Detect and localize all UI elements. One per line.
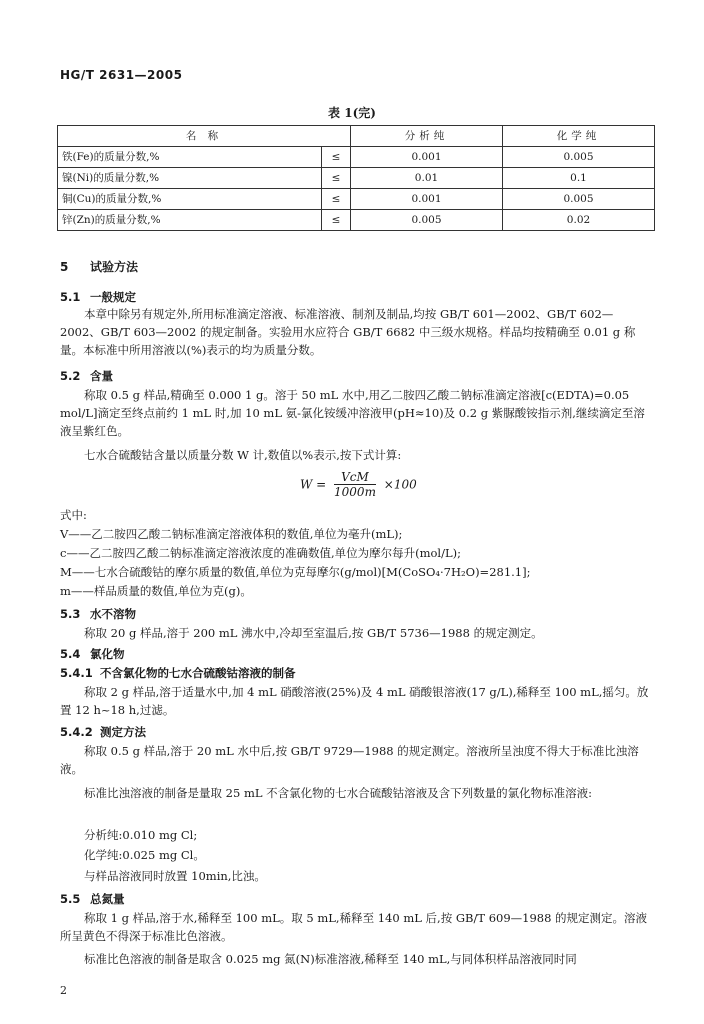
section-number: 5.3: [60, 607, 81, 621]
formula-where: 式中:: [60, 508, 87, 522]
var-mass: m——样品质量的数值,单位为克(g)。: [60, 584, 252, 598]
table-row: [58, 210, 655, 231]
section-5-4-2-note: 与样品溶液同时放置 10min,比浊。: [84, 869, 266, 883]
section-number: 5.4.2: [60, 725, 93, 739]
section-5-heading: [60, 258, 138, 277]
row-name: 铜(Cu)的质量分数,%: [58, 189, 322, 210]
section-5-4-1-heading: [60, 665, 296, 683]
formula-numerator: VcM: [334, 470, 376, 485]
spec-table: [57, 125, 655, 231]
section-5-4-1-text: 称取 2 g 样品,溶于适量水中,加 4 mL 硝酸溶液(25%)及 4 mL 硝酸银溶液(17 g/L),稀释至 100 mL,摇匀。放置 12 h~18 h,过滤。: [60, 685, 649, 717]
row-ar-value: 0.005: [351, 210, 503, 231]
page-number: 2: [60, 984, 67, 997]
section-number: 5: [60, 260, 69, 274]
row-name: 铁(Fe)的质量分数,%: [58, 147, 322, 168]
section-title: 含量: [90, 369, 113, 383]
var-c: c——乙二胺四乙酸二钠标准滴定溶液浓度的准确数值,单位为摩尔每升(mol/L);: [60, 546, 461, 560]
section-title: 试验方法: [90, 260, 139, 274]
table-caption: 表 1(完): [328, 106, 376, 120]
section-number: 5.5: [60, 892, 81, 906]
section-title: 总氮量: [90, 892, 125, 906]
chemical-grade-limit: 化学纯:0.025 mg Cl。: [84, 848, 205, 862]
row-ar-value: 0.01: [351, 168, 503, 189]
row-cp-value: 0.005: [503, 189, 655, 210]
section-5-4-2-text: 称取 0.5 g 样品,溶于 20 mL 水中后,按 GB/T 9729—1988 的规定测定。溶液所呈浊度不得大于标准比浊溶液。: [60, 744, 639, 776]
section-5-5-standard: 标准比色溶液的制备是取含 0.025 mg 氮(N)标准溶液,稀释至 140 mL,与同体积样品溶液同时同: [84, 952, 577, 966]
row-ar-value: 0.001: [351, 189, 503, 210]
section-title: 水不溶物: [90, 607, 136, 621]
formula-fraction: [334, 470, 376, 500]
row-name: 镍(Ni)的质量分数,%: [58, 168, 322, 189]
row-cp-value: 0.02: [503, 210, 655, 231]
table-row: [58, 168, 655, 189]
analytical-grade-limit: 分析纯:0.010 mg Cl;: [84, 828, 198, 842]
formula-rhs: ×100: [383, 477, 417, 492]
formula-denominator: 1000m: [334, 485, 376, 500]
row-symbol: ≤: [322, 189, 351, 210]
row-cp-value: 0.005: [503, 147, 655, 168]
section-5-2-heading: [60, 368, 113, 386]
formula-lhs: W =: [300, 477, 327, 492]
col-cp-header: 化学纯: [503, 126, 655, 147]
section-title: 不含氯化物的七水合硫酸钴溶液的制备: [100, 666, 296, 680]
row-symbol: ≤: [322, 147, 351, 168]
section-5-3-heading: [60, 606, 136, 624]
section-5-4-2-heading: [60, 724, 146, 742]
section-number: 5.2: [60, 369, 81, 383]
table-row: [58, 189, 655, 210]
section-5-1-heading: [60, 289, 136, 307]
section-5-3-text: 称取 20 g 样品,溶于 200 mL 沸水中,冷却至室温后,按 GB/T 5736—1988 的规定测定。: [84, 626, 543, 640]
var-v: V——乙二胺四乙酸二钠标准滴定溶液体积的数值,单位为毫升(mL);: [60, 527, 403, 541]
col-name-header: 名 称: [58, 126, 351, 147]
var-molar-mass: M——七水合硫酸钴的摩尔质量的数值,单位为克每摩尔(g/mol)[M(CoSO₄·7H₂O)=281.1];: [60, 565, 531, 579]
section-title: 测定方法: [100, 725, 146, 739]
section-5-5-heading: [60, 891, 125, 909]
row-symbol: ≤: [322, 168, 351, 189]
section-number: 5.4.1: [60, 666, 93, 680]
section-title: 一般规定: [90, 290, 136, 304]
standard-code: HG/T 2631—2005: [60, 68, 183, 82]
section-5-2-text: 称取 0.5 g 样品,精确至 0.000 1 g。溶于 50 mL 水中,用乙二胺四乙酸二钠标准滴定溶液[c(EDTA)=0.05 mol/L]滴定至终点前约 1 mL 时,加 10 mL 氨-氯化铵缓冲溶液甲(pH≈10)及 0.2 g 紫脲酸铵指示剂,继续滴定至溶液呈紫红色。: [60, 388, 645, 438]
table-header-row: [58, 126, 655, 147]
section-5-5-text: 称取 1 g 样品,溶于水,稀释至 100 mL。取 5 mL,稀释至 140 mL 后,按 GB/T 609—1988 的规定测定。溶液所呈黄色不得深于标准比色溶液。: [60, 911, 648, 943]
section-5-1-text: 本章中除另有规定外,所用标准滴定溶液、标准溶液、制剂及制品,均按 GB/T 601—2002、GB/T 602—2002、GB/T 603—2002 的规定制备。实验用水应符合 GB/T 6682 中三级水规格。样品均按精确至 0.01 g 称量。本标准中所用溶液以(%)表示的均为质量分数。: [60, 307, 636, 357]
section-title: 氯化物: [90, 647, 125, 661]
formula-intro: 七水合硫酸钴含量以质量分数 W 计,数值以%表示,按下式计算:: [84, 448, 402, 462]
section-5-4-heading: [60, 646, 125, 664]
col-ar-header: 分析纯: [351, 126, 503, 147]
section-number: 5.1: [60, 290, 81, 304]
row-symbol: ≤: [322, 210, 351, 231]
content-formula: [300, 470, 417, 500]
row-cp-value: 0.1: [503, 168, 655, 189]
section-number: 5.4: [60, 647, 81, 661]
section-5-4-2-standard: 标准比浊溶液的制备是量取 25 mL 不含氯化物的七水合硫酸钴溶液及含下列数量的氯化物标准溶液:: [84, 786, 593, 800]
row-ar-value: 0.001: [351, 147, 503, 168]
table-row: [58, 147, 655, 168]
row-name: 锌(Zn)的质量分数,%: [58, 210, 322, 231]
